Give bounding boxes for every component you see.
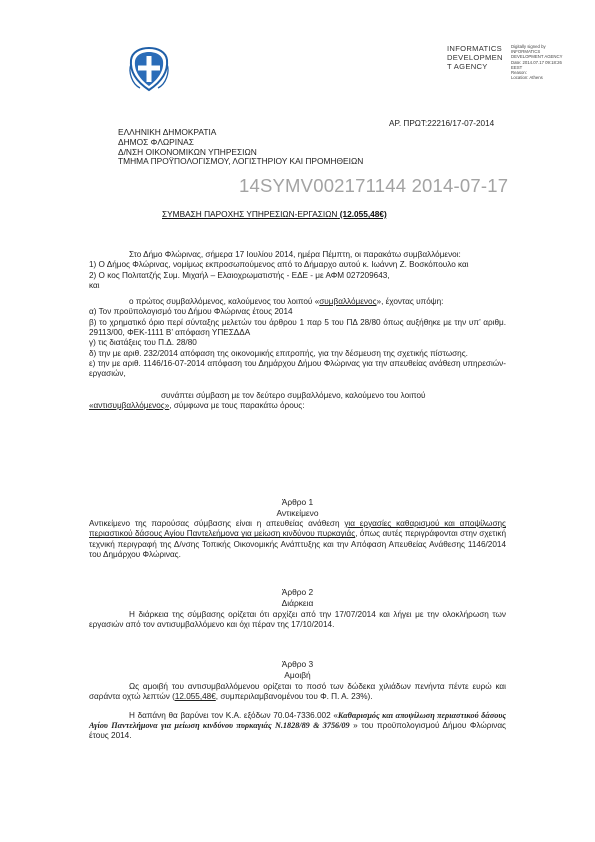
hellenic-republic-emblem-icon xyxy=(126,46,172,92)
party-two: 2) Ο κος Πολιτατζής Συμ. Μιχαήλ – Ελαιοχρωματιστής - ΕΔΕ - με ΑΦΜ 027209643, xyxy=(89,270,390,280)
agreement-paragraph: συνάπτει σύμβαση με τον δεύτερο συμβαλλόμενο, καλούμενο του λοιπού xyxy=(161,390,426,400)
header-line: Δ/ΝΣΗ ΟΙΚΟΝΟΜΙΚΩΝ ΥΠΗΡΕΣΙΩΝ xyxy=(118,146,257,157)
contract-title-amount: (12.055,48€) xyxy=(339,209,387,219)
contract-intro xyxy=(89,250,506,411)
article-1-body: Αντικείμενο της παρούσας σύμβασης είναι η απευθείας ανάθεση για εργασίες καθαρισμού και αποψίλωσης περιαστικού δάσους Αγίου Παντελεήμονα για μείωση κινδύνου πυρκαγιάς, όπως αυτές περιγράφονται στην σχετική τεχνική περιγραφή της Δ/νσης Τοπικής Οικονομικής Ανάπτυξης και την Απόφαση Απευθείας Ανάθεσης 1146/2014 του Δημάρχου Φλώρινας. xyxy=(89,519,506,559)
ada-identifier: 14SYMV002171144 2014-07-17 xyxy=(239,175,509,196)
considering-paragraph: ο πρώτος συμβαλλόμενος, καλούμενος του λοιπού «συμβαλλόμενος», έχοντας υπόψη: xyxy=(129,297,444,307)
article-3-body: Ως αμοιβή του αντισυμβαλλόμενου ορίζεται το ποσό των δώδεκα χιλιάδων πενήντα πέντε ευρώ και σαράντα οχτώ λεπτών (12.055,48€, συμπεριλαμβανομένου του Φ. Π. Α. 23%). Η δαπάνη θα βαρύνει τον Κ.Α. εξόδων 70.04-7336.002 «Καθαρισμός και αποψίλωση περιαστικού δάσους Αγίου Παντελήμονα για μείωση κινδύνου πυρκαγιάς Ν.1828/89 & 3756/09 » του προϋπολογισμού Δήμου Φλώρινας έτους 2014. xyxy=(89,682,506,741)
party-one: 1) Ο Δήμος Φλώρινας, νομίμως εκπροσωπούμενος από το Δήμαρχο αυτού κ. Ιωάννη Ζ. Βοσκόπουλο και xyxy=(89,260,469,270)
article-2-heading: Άρθρο 2 Διάρκεια xyxy=(281,587,314,608)
header-line: ΤΜΗΜΑ ΠΡΟΫΠΟΛΟΓΙΣΜΟΥ, ΛΟΓΙΣΤΗΡΙΟΥ ΚΑΙ ΠΡΟΜΗΘΕΙΩΝ xyxy=(118,156,364,167)
article-3-heading: Άρθρο 3 Αμοιβή xyxy=(281,659,314,680)
contract-title-text: ΣΥΜΒΑΣΗ ΠΑΡΟΧΗΣ ΥΠΗΡΕΣΙΩΝ-ΕΡΓΑΣΙΩΝ xyxy=(162,209,338,219)
consideration-d: δ) την με αριθ. 232/2014 απόφαση της οικονομικής επιτροπής, για την δέσμευση της σχετικής πίστωσης. xyxy=(89,348,468,358)
signature-organization: INFORMATICS DEVELOPMEN T AGENCY xyxy=(447,44,503,71)
consideration-a: α) Τον προϋπολογισμό του Δήμου Φλώρινας έτους 2014 xyxy=(89,307,293,317)
consideration-c: γ) τις διατάξεις του Π.Δ. 28/80 xyxy=(89,338,197,348)
article-2-body: Η διάρκεια της σύμβασης ορίζεται ότι αρχίζει από την 17/07/2014 και λήγει με την ολοκλήρωση των εργασιών από τον αντισυμβαλλόμενο και όχι πέραν της 17/10/2014. xyxy=(89,610,506,630)
article-1-heading: Άρθρο 1 Αντικείμενο xyxy=(276,497,319,518)
issuer-header xyxy=(118,128,363,167)
digital-signature-stamp xyxy=(447,44,587,104)
protocol-number: ΑΡ. ΠΡΩΤ:22216/17-07-2014 xyxy=(389,119,495,128)
header-line: ΕΛΛΗΝΙΚΗ ΔΗΜΟΚΡΑΤΙΑ xyxy=(118,127,217,137)
signature-details: Digitally signed by INFORMATICS DEVELOPMENT AGENCY Date: 2014.07.17 09:18:26 EEST Reason: Location: Athens xyxy=(511,44,563,81)
consideration-e: ε) την με αριθ. 1146/16-07-2014 απόφαση του Δημάρχου Δήμου Φλώρινας για την απευθείας ανάθεση υπηρεσιών-εργασιών, xyxy=(89,358,506,379)
agreement-paragraph-cont: «αντισυμβαλλόμενος», σύμφωνα με τους παρακάτω όρους: xyxy=(89,400,305,410)
consideration-b: β) το χρηματικό όριο περί σύνταξης μελετών του άρθρου 1 παρ 5 του ΠΔ 28/80 όπως αυξήθηκε με την υπ’ αριθμ. 29113/00, ΦΕΚ-1111 Β’ απόφαση ΥΠΕΣΔΔΑ xyxy=(89,317,506,338)
intro-paragraph: Στο Δήμο Φλώρινας, σήμερα 17 Ιουλίου 2014, ημέρα Πέμπτη, οι παρακάτω συμβαλλόμενοι: xyxy=(129,250,461,259)
header-line: ΔΗΜΟΣ ΦΛΩΡΙΝΑΣ xyxy=(118,136,194,147)
contract-title xyxy=(162,209,387,219)
conjunction: και xyxy=(89,280,100,290)
